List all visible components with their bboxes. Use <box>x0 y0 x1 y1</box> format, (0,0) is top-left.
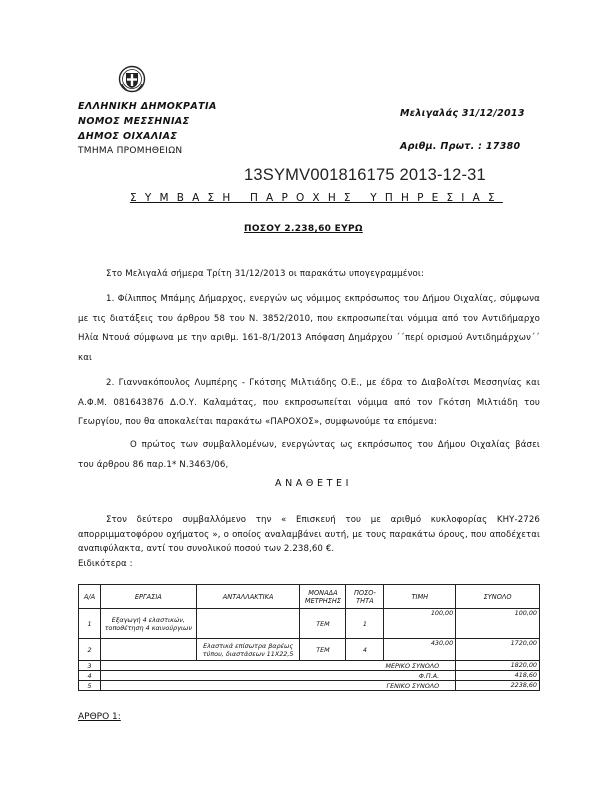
row-number: 4 <box>79 671 101 681</box>
party-one-paragraph: 1. Φίλιππος Μπάμης Δήμαρχος, ενεργών ως νόμιμος εκπρόσωπος του Δήμου Οιχαλίας, σύμφωνα με τις διατάξεις του άρθρου 58 του Ν. 3852/2010, που εκπροσωπείται νόμιμα από τον Αντιδήμαρχο Ηλία Ντουά σύμφωνα με την αριθμ. 161-8/1/2013 Απόφαση Δημάρχου ΄΄περί ορισμού Αντιδημάρχων΄΄ και <box>78 294 540 363</box>
col-header: ΜΟΝΑΔΑ ΜΕΤΡΗΣΗΣ <box>300 585 346 609</box>
quantity-cell: 4 <box>346 639 384 661</box>
unit-cell: ΤΕΜ <box>300 609 346 639</box>
price-cell: 100,00 <box>384 609 456 639</box>
article-heading: ΑΡΘΡΟ 1: <box>78 712 121 722</box>
parts-cell <box>196 609 300 639</box>
document-title: ΣΥΜΒΑΣΗ ΠΑΡΟΧΗΣ ΥΠΗΡΕΣΙΑΣ <box>130 192 503 204</box>
summary-row <box>79 681 540 691</box>
party-three-paragraph: Ο πρώτος των συμβαλλομένων, ενεργώντας ως εκπρόσωπος του Δήμου Οιχαλίας βάσει του άρθρου 86 παρ.1* Ν.3463/06, <box>78 440 540 470</box>
summary-label: Φ.Π.Α. <box>100 671 455 681</box>
work-cell <box>100 639 196 661</box>
table-row <box>79 639 540 661</box>
col-header: ΠΟΣΟ-ΤΗΤΑ <box>346 585 384 609</box>
org-line: ΕΛΛΗΝΙΚΗ ΔΗΜΟΚΡΑΤΙΑ <box>78 101 217 112</box>
greek-emblem-icon <box>118 64 146 94</box>
price-cell: 430,00 <box>384 639 456 661</box>
intro-paragraph: Στο Μελιγαλά σήμερα Τρίτη 31/12/2013 οι παρακάτω υπογεγραμμένοι: <box>106 269 425 279</box>
assignment-text: Στον δεύτερο συμβαλλόμενο την « Επισκευή του με αριθμό κυκλοφορίας ΚΗΥ-2726 απορριμματοφόρου οχήματος », ο οποίος αναλαμβάνει αυτή, με τους παρακάτω όρους, που αποδέχεται αναπιφύλακτα, αντί του συνολικού ποσού των 2.238,60 €. <box>78 515 540 554</box>
summary-label: ΜΕΡΙΚΟ ΣΥΝΟΛΟ <box>100 661 455 671</box>
col-header: ΕΡΓΑΣΙΑ <box>100 585 196 609</box>
summary-row <box>79 661 540 671</box>
table-header-row <box>79 585 540 609</box>
total-cell: 1720,00 <box>456 639 540 661</box>
summary-value: 1820,00 <box>456 661 540 671</box>
col-header: ΤΙΜΗ <box>384 585 456 609</box>
row-number: 1 <box>79 609 101 639</box>
place-date: Μελιγαλάς 31/12/2013 <box>400 108 525 119</box>
table-row <box>79 609 540 639</box>
issuer-header <box>78 99 217 159</box>
org-line: ΝΟΜΟΣ ΜΕΣΣΗΝΙΑΣ <box>78 116 190 127</box>
org-line: ΔΗΜΟΣ ΟΙΧΑΛΙΑΣ <box>78 131 178 142</box>
col-header: Α/Α <box>79 585 101 609</box>
assigns-heading: ΑΝΑΘΕΤΕΙ <box>275 478 352 489</box>
parts-cell: Ελαστικά επίσωτρα βαρέως τύπου, διαστάσεων 11Χ22,5 <box>196 639 300 661</box>
adam-code: 13SYMV001816175 2013-12-31 <box>244 166 486 184</box>
row-number: 2 <box>79 639 101 661</box>
department-line: ΤΜΗΜΑ ΠΡΟΜΗΘΕΙΩΝ <box>78 146 183 156</box>
summary-label: ΓΕΝΙΚΟ ΣΥΝΟΛΟ <box>100 681 455 691</box>
unit-cell: ΤΕΜ <box>300 639 346 661</box>
protocol-number: Αριθμ. Πρωτ. : 17380 <box>400 141 521 152</box>
items-table <box>78 584 540 691</box>
date-protocol <box>400 97 525 163</box>
summary-value: 2238,60 <box>456 681 540 691</box>
work-cell: Εξαγωγή 4 ελαστικών, τοποθέτηση 4 καινούργιων <box>100 609 196 639</box>
summary-value: 418,60 <box>456 671 540 681</box>
quantity-cell: 1 <box>346 609 384 639</box>
total-cell: 100,00 <box>456 609 540 639</box>
col-header: ΑΝΤΑΛΛΑΚΤΙΚΑ <box>196 585 300 609</box>
row-number: 5 <box>79 681 101 691</box>
col-header: ΣΥΝΟΛΟ <box>456 585 540 609</box>
summary-row <box>79 671 540 681</box>
contract-amount: ΠΟΣΟΥ 2.238,60 ΕΥΡΩ <box>244 224 363 234</box>
party-two-paragraph: 2. Γιαννακόπουλος Λυμπέρης - Γκότσης Μιλτιάδης Ο.Ε., με έδρα το Διαβολίτσι Μεσσηνίας και Α.Φ.Μ. 081643876 Δ.Ο.Υ. Καλαμάτας, που εκπροσωπείται νόμιμα από τον Γκότση Μιλτιάδη του Γεωργίου, που θα αποκαλείται παρακάτω «ΠΑΡΟΧΟΣ», συμφωνούμε τα επόμενα: <box>78 378 540 428</box>
assignment-paragraph <box>78 513 540 571</box>
row-number: 3 <box>79 661 101 671</box>
specifically-label: Ειδικότερα : <box>78 558 133 569</box>
